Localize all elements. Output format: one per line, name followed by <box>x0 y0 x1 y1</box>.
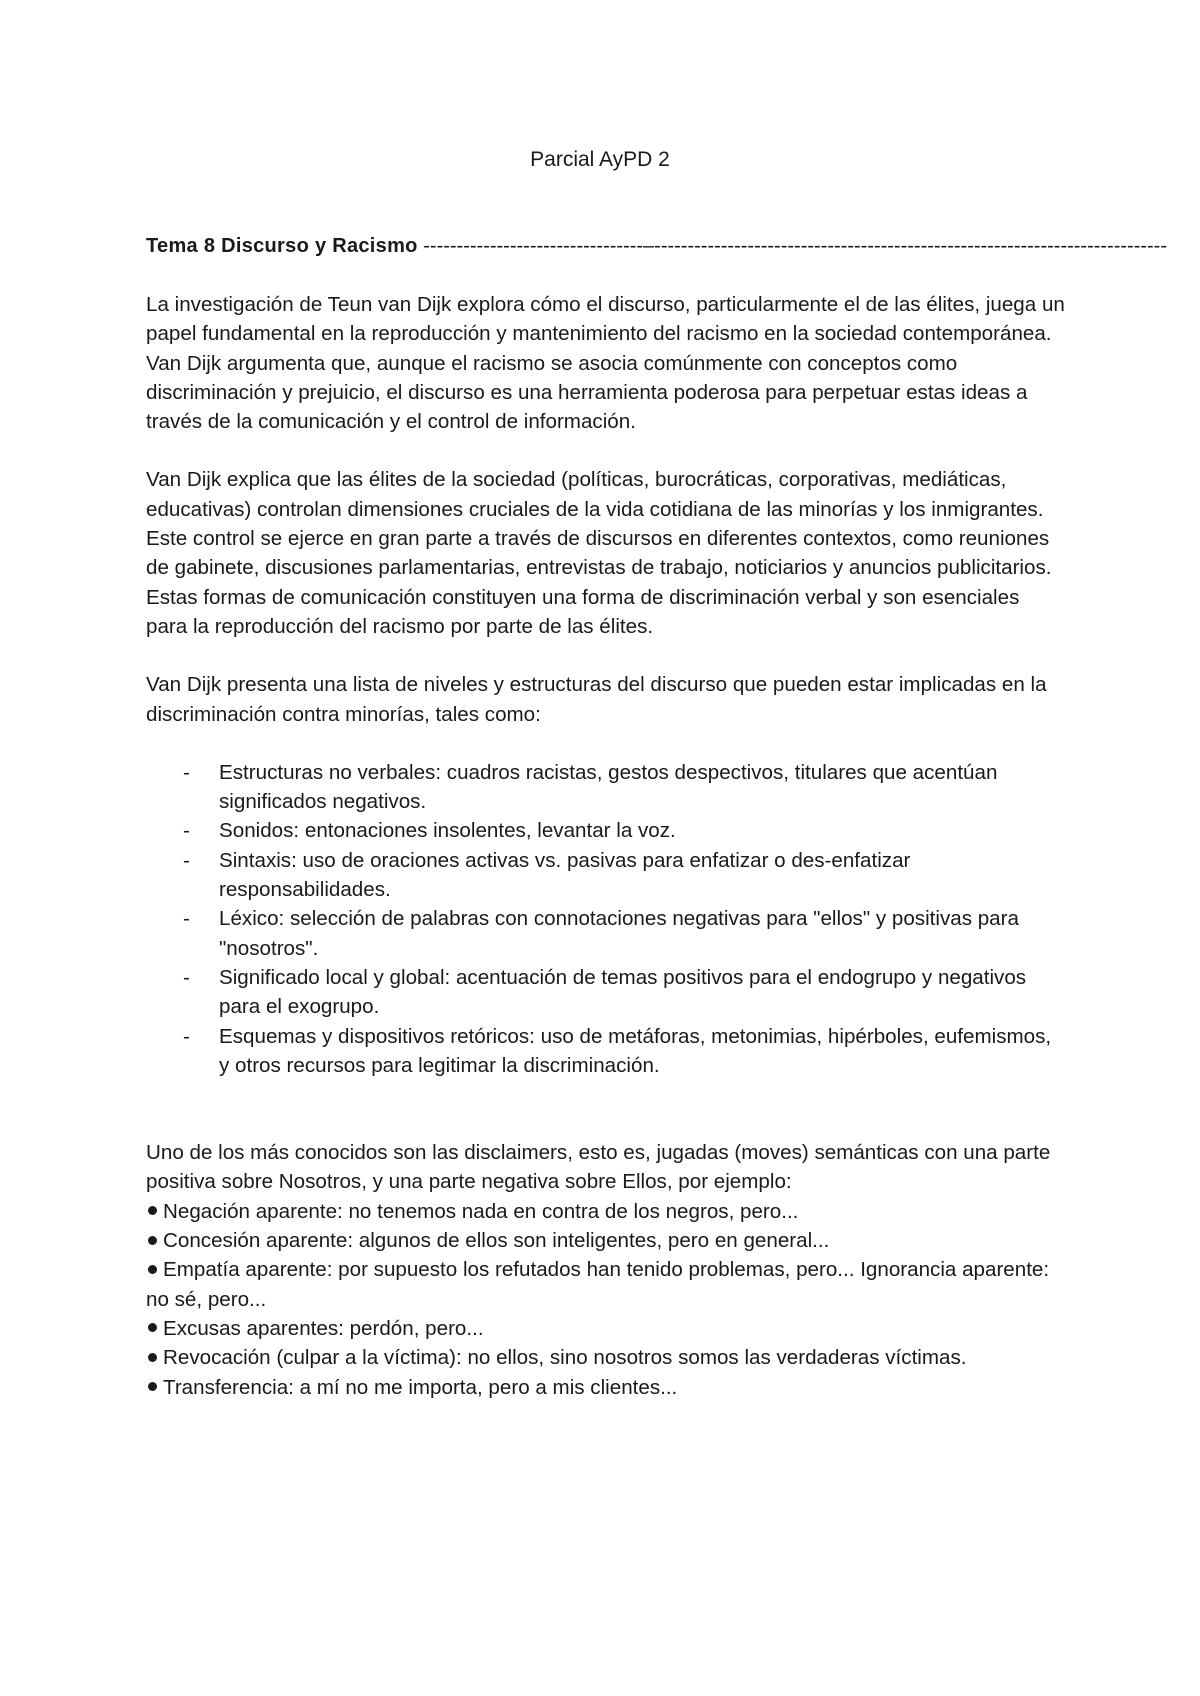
list-item <box>146 816 1066 845</box>
list-item <box>146 846 1066 905</box>
list-item <box>146 1226 1066 1255</box>
document-body <box>146 232 1167 1402</box>
paragraph: La investigación de Teun van Dijk explora cómo el discurso, particularmente el de las élites, juega un papel fundamental en la reproducción y mantenimiento del racismo en la sociedad contemporánea. Van Dijk argumenta que, aunque el racismo se asocia comúnmente con conceptos como discriminación y prejuicio, el discurso es una herramienta poderosa para perpetuar estas ideas a través de la comunicación y el control de información. <box>146 293 1065 434</box>
list-item <box>146 1314 1066 1343</box>
list-item <box>146 758 1066 817</box>
list-item-text: Revocación (culpar a la víctima): no ellos, sino nosotros somos las verdaderas víctimas. <box>163 1346 967 1370</box>
paragraph: Van Dijk explica que las élites de la sociedad (políticas, burocráticas, corporativas, mediáticas, educativas) controlan dimensiones cruciales de la vida cotidiana de las minorías y los inmigrantes. Este control se ejerce en gran parte a través de discursos en diferentes contextos, como reuniones de gabinete, discusiones parlamentarias, entrevistas de trabajo, noticiarios y anuncios publicitarios. Estas formas de comunicación constituyen una forma de discriminación verbal y son esenciales para la reproducción del racismo por parte de las élites. <box>146 468 1052 638</box>
disclaimers-list <box>146 1197 1066 1402</box>
list-item <box>146 1343 1066 1372</box>
list-item-text: Léxico: selección de palabras con connotaciones negativas para "ellos" y positivas para "nosotros". <box>219 907 1019 960</box>
dash-marker: - <box>183 1024 190 1048</box>
dash-marker: - <box>183 819 190 843</box>
list-item-text: Excusas aparentes: perdón, pero... <box>163 1316 484 1340</box>
bullet-icon <box>148 1206 157 1215</box>
dash-marker: - <box>183 965 190 989</box>
list-item-text: Estructuras no verbales: cuadros racistas, gestos despectivos, titulares que acentúan significados negativos. <box>219 760 998 814</box>
dash-marker: - <box>183 907 190 931</box>
list-item <box>146 904 1066 963</box>
list-item <box>146 1373 1066 1402</box>
list-item-text: Concesión aparente: algunos de ellos son inteligentes, pero en general... <box>163 1229 830 1253</box>
bullet-icon <box>148 1323 157 1332</box>
bullet-icon <box>148 1382 157 1391</box>
dash-marker: - <box>183 848 190 872</box>
list-item-text: Transferencia: a mí no me importa, pero a mis clientes... <box>163 1375 678 1399</box>
list-item <box>146 1197 1066 1226</box>
section-heading <box>146 232 1167 261</box>
spacer <box>146 1080 1066 1138</box>
document-title: Parcial AyPD 2 <box>530 148 670 171</box>
section-heading-text: Tema 8 Discurso y Racismo <box>146 235 418 257</box>
list-item-text: Sonidos: entonaciones insolentes, levantar la voz. <box>219 819 676 843</box>
list-item-text: Negación aparente: no tenemos nada en contra de los negros, pero... <box>163 1199 799 1223</box>
list-item <box>146 963 1066 1022</box>
dash-marker: - <box>183 760 190 784</box>
paragraph: Uno de los más conocidos son las disclaimers, esto es, jugadas (moves) semánticas con una parte positiva sobre Nosotros, y una parte negativa sobre Ellos, por ejemplo: <box>146 1141 1051 1194</box>
list-item-text: Sintaxis: uso de oraciones activas vs. pasivas para enfatizar o des-enfatizar responsabilidades. <box>219 848 911 902</box>
list-item-text: Empatía aparente: por supuesto los refutados han tenido problemas, pero... Ignorancia aparente: no sé, pero... <box>146 1258 1050 1311</box>
list-item-text: Significado local y global: acentuación de temas positivos para el endogrupo y negativos para el exogrupo. <box>219 965 1027 1019</box>
discourse-levels-list <box>146 758 1066 1080</box>
heading-rule: ---------------------------------–----------------------------------------------------------------------------- <box>417 235 1167 257</box>
bullet-icon <box>148 1236 157 1245</box>
list-item <box>146 1022 1066 1081</box>
list-item-text: Esquemas y dispositivos retóricos: uso de metáforas, metonimias, hipérboles, eufemismos, y otros recursos para legitimar la discriminación. <box>219 1024 1052 1077</box>
bullet-icon <box>148 1265 157 1274</box>
paragraph: Van Dijk presenta una lista de niveles y estructuras del discurso que pueden estar implicadas en la discriminación contra minorías, tales como: <box>146 673 1047 726</box>
bullet-icon <box>148 1353 157 1362</box>
list-item <box>146 1255 1066 1314</box>
